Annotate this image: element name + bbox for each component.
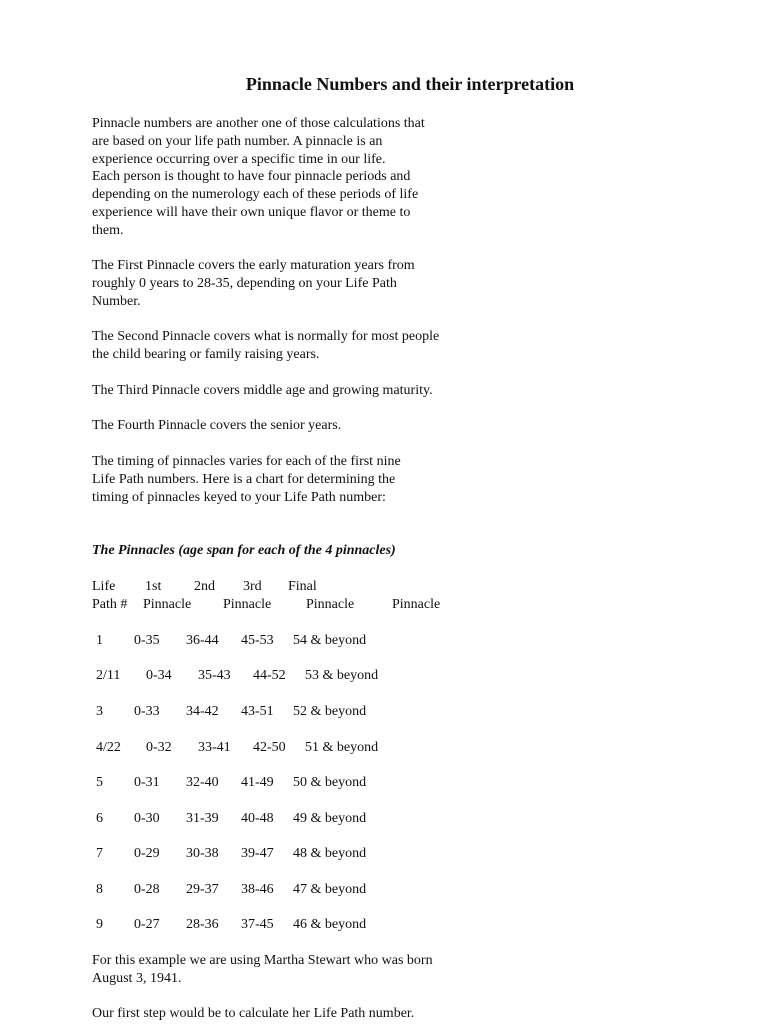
table-cell: 54 & beyond: [293, 633, 367, 648]
table-cell: 39-47: [241, 846, 274, 861]
table-header-cell: Pinnacle: [143, 597, 192, 612]
table-cell: 3: [96, 704, 103, 719]
table-header-cell: 2nd: [194, 579, 215, 594]
table-cell: 47 & beyond: [293, 882, 367, 897]
table-cell: 49 & beyond: [293, 811, 367, 826]
table-cell: 40-48: [241, 811, 274, 826]
paragraph-line: depending on the numerology each of these periods of life: [92, 187, 419, 203]
table-header-cell: Pinnacle: [223, 597, 272, 612]
paragraph-line: Life Path numbers. Here is a chart for determining the: [92, 471, 396, 487]
table-cell: 9: [96, 917, 103, 932]
table-cell: 8: [96, 882, 103, 897]
table-cell: 0-29: [134, 846, 160, 861]
table-cell: 6: [96, 811, 103, 826]
paragraph-line: Our first step would be to calculate her Life Path number.: [92, 1006, 415, 1021]
paragraph-line: For this example we are using Martha Stewart who was born: [92, 953, 433, 968]
table-cell: 34-42: [186, 704, 219, 719]
paragraph: [92, 453, 401, 506]
table-cell: 1: [96, 633, 103, 648]
table-cell: 0-30: [134, 811, 160, 826]
paragraph-line: the child bearing or family raising years.: [92, 346, 320, 362]
table-cell: 35-43: [198, 668, 231, 683]
paragraph-line: The Third Pinnacle covers middle age and growing maturity.: [92, 383, 433, 398]
paragraph-line: experience will have their own unique flavor or theme to: [92, 204, 411, 220]
table-cell: 4/22: [96, 740, 121, 755]
table-cell: 0-32: [146, 740, 172, 755]
paragraph-line: Each person is thought to have four pinnacle periods and: [92, 169, 411, 185]
paragraph: [92, 257, 415, 310]
paragraph-line: them.: [92, 222, 124, 238]
paragraph-line: Number.: [92, 293, 141, 309]
paragraph: [92, 328, 439, 364]
table-cell: 0-28: [134, 882, 160, 897]
table-header-cell: 3rd: [243, 579, 262, 594]
table-cell: 48 & beyond: [293, 846, 367, 861]
table-cell: 31-39: [186, 811, 219, 826]
table-cell: 37-45: [241, 917, 274, 932]
table-cell: 45-53: [241, 633, 274, 648]
paragraph-line: experience occurring over a specific time in our life.: [92, 151, 386, 167]
table-header-cell: Final: [288, 579, 317, 594]
paragraph-line: Pinnacle numbers are another one of those calculations that: [92, 116, 425, 131]
table-cell: 0-35: [134, 633, 160, 648]
table-header-cell: Pinnacle: [306, 597, 355, 612]
table-cell: 53 & beyond: [305, 668, 379, 683]
paragraph-line: The Second Pinnacle covers what is normally for most people: [92, 329, 440, 344]
table-cell: 41-49: [241, 775, 274, 790]
table-cell: 44-52: [253, 668, 286, 683]
table-cell: 29-37: [186, 882, 219, 897]
paragraph-line: The timing of pinnacles varies for each of the first nine: [92, 454, 401, 469]
table-cell: 32-40: [186, 775, 219, 790]
table-cell: 0-27: [134, 917, 160, 932]
paragraph-line: roughly 0 years to 28-35, depending on your Life Path: [92, 275, 397, 291]
table-header-cell: Pinnacle: [392, 597, 441, 612]
table-header-cell: Life: [92, 579, 116, 594]
table-header-cell: Path #: [92, 597, 128, 612]
table-cell: 2/11: [96, 668, 121, 683]
paragraph-line: The First Pinnacle covers the early maturation years from: [92, 258, 415, 273]
table-cell: 43-51: [241, 704, 274, 719]
paragraph: [92, 115, 425, 240]
table-cell: 30-38: [186, 846, 219, 861]
table-caption: The Pinnacles (age span for each of the 4 pinnacles): [92, 543, 396, 558]
paragraph-line: August 3, 1941.: [92, 970, 182, 986]
table-cell: 0-34: [146, 668, 172, 683]
table-cell: 50 & beyond: [293, 775, 367, 790]
table-cell: 42-50: [253, 740, 286, 755]
table-cell: 7: [96, 846, 103, 861]
paragraph: [92, 417, 341, 435]
table-cell: 36-44: [186, 633, 219, 648]
paragraph-line: timing of pinnacles keyed to your Life Path number:: [92, 489, 386, 505]
table-cell: 38-46: [241, 882, 274, 897]
table-cell: 28-36: [186, 917, 219, 932]
document-title: Pinnacle Numbers and their interpretation: [245, 74, 575, 94]
paragraph: [92, 952, 433, 988]
table-cell: 0-33: [134, 704, 160, 719]
paragraph-line: The Fourth Pinnacle covers the senior years.: [92, 418, 342, 433]
table-cell: 33-41: [198, 740, 231, 755]
table-cell: 0-31: [134, 775, 160, 790]
table-header-cell: 1st: [145, 579, 162, 594]
paragraph: [92, 1005, 414, 1023]
table-cell: 51 & beyond: [305, 740, 379, 755]
table-cell: 46 & beyond: [293, 917, 367, 932]
paragraph-line: are based on your life path number. A pinnacle is an: [92, 133, 383, 149]
paragraph: [92, 382, 433, 400]
table-cell: 5: [96, 775, 103, 790]
table-cell: 52 & beyond: [293, 704, 367, 719]
